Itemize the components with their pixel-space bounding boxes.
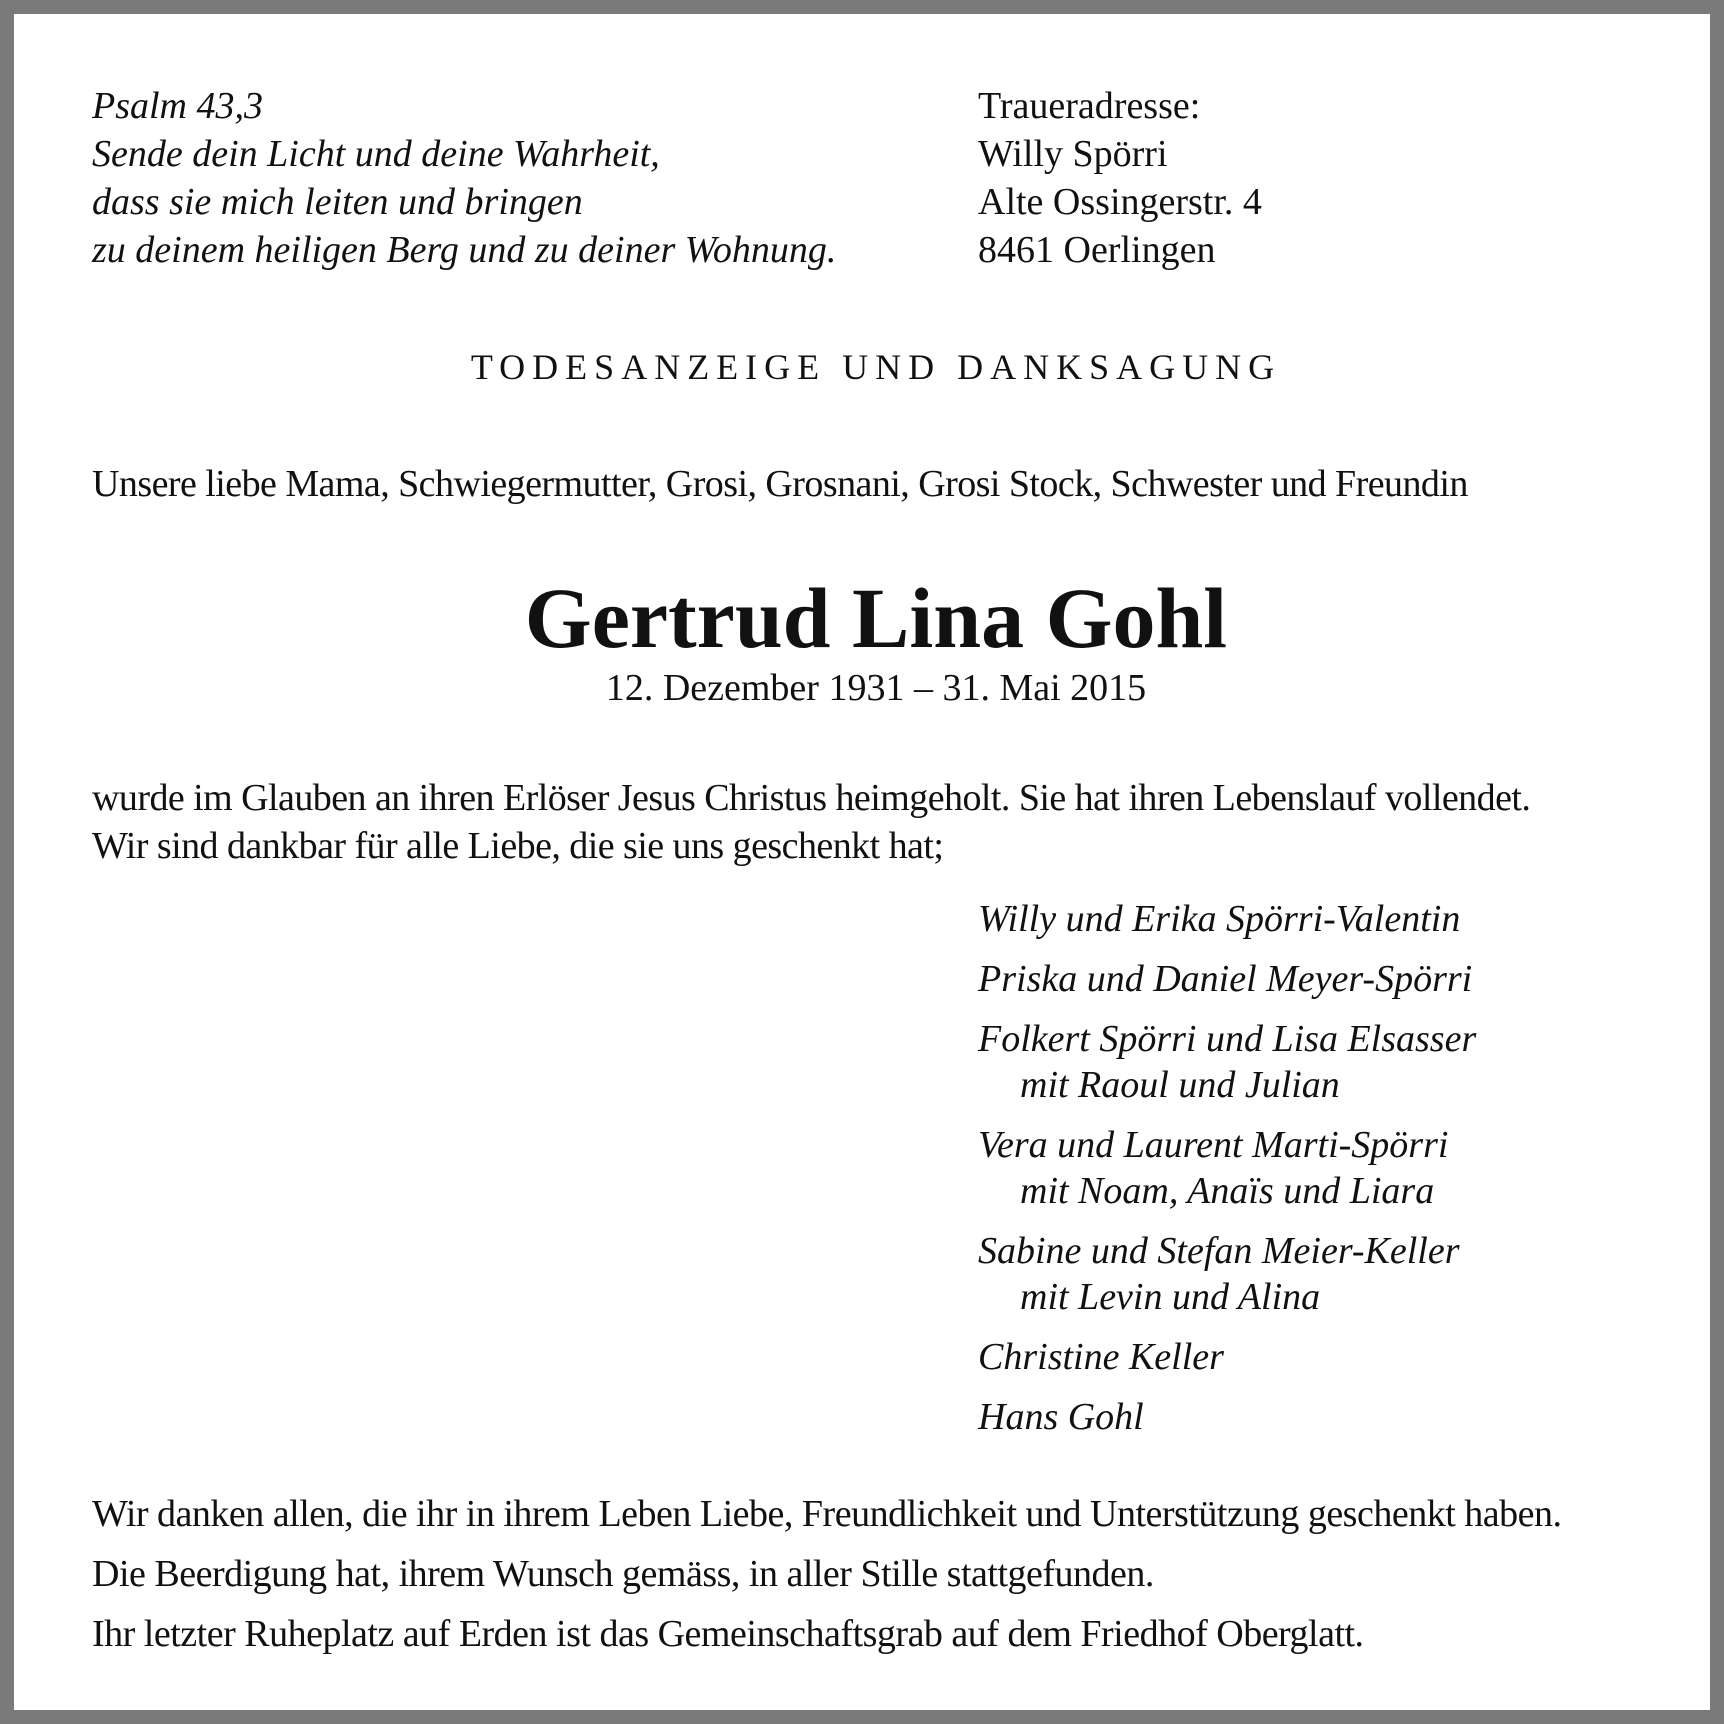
psalm-quote [92, 82, 836, 274]
closing-line: Wir danken allen, die ihr in ihrem Leben Liebe, Freundlichkeit und Unterstützung geschenkt haben. [92, 1493, 1562, 1535]
family-member-children: mit Noam, Anaïs und Liara [1020, 1170, 1435, 1212]
body-line: wurde im Glauben an ihren Erlöser Jesus Christus heimgeholt. Sie hat ihren Lebenslauf vollendet. [92, 777, 1531, 819]
notice-heading: TODESANZEIGE UND DANKSAGUNG [470, 347, 1282, 387]
family-member [978, 1228, 1476, 1320]
mourning-address [978, 82, 1262, 274]
family-member [978, 896, 1476, 942]
closing-line: Ihr letzter Ruheplatz auf Erden ist das Gemeinschaftsgrab auf dem Friedhof Oberglatt. [92, 1613, 1364, 1655]
closing-text [92, 1484, 1562, 1664]
psalm-reference: Psalm 43,3 [92, 85, 263, 127]
family-member-name: Sabine und Stefan Meier-Keller [978, 1230, 1460, 1272]
family-member-name: Vera und Laurent Marti-Spörri [978, 1124, 1449, 1166]
family-member-name: Priska und Daniel Meyer-Spörri [978, 958, 1473, 1000]
family-member-children: mit Raoul und Julian [1020, 1064, 1340, 1106]
body-text [92, 774, 1530, 870]
obituary-page [14, 14, 1710, 1710]
family-member-children: mit Levin und Alina [1020, 1276, 1321, 1318]
address-city: 8461 Oerlingen [978, 229, 1216, 271]
family-member-name: Christine Keller [978, 1336, 1224, 1378]
deceased-name: Gertrud Lina Gohl [524, 570, 1228, 666]
address-label: Traueradresse: [978, 85, 1201, 127]
family-member-name: Hans Gohl [978, 1396, 1144, 1438]
family-member [978, 1122, 1476, 1214]
psalm-line: Sende dein Licht und deine Wahrheit, [92, 133, 660, 175]
body-line: Wir sind dankbar für alle Liebe, die sie uns geschenkt hat; [92, 825, 944, 867]
psalm-line: zu deinem heiligen Berg und zu deiner Wohnung. [92, 229, 837, 271]
address-name: Willy Spörri [978, 133, 1168, 175]
closing-line: Die Beerdigung hat, ihrem Wunsch gemäss, in aller Stille stattgefunden. [92, 1553, 1154, 1595]
life-dates: 12. Dezember 1931 – 31. Mai 2015 [605, 667, 1147, 709]
family-member [978, 1016, 1476, 1108]
family-member [978, 956, 1476, 1002]
psalm-line: dass sie mich leiten und bringen [92, 181, 583, 223]
address-street: Alte Ossingerstr. 4 [978, 181, 1262, 223]
family-list [978, 896, 1476, 1454]
family-member-name: Willy und Erika Spörri-Valentin [978, 898, 1461, 940]
family-member [978, 1394, 1476, 1440]
intro-text: Unsere liebe Mama, Schwiegermutter, Grosi, Grosnani, Grosi Stock, Schwester und Freundin [92, 463, 1468, 505]
family-member [978, 1334, 1476, 1380]
family-member-name: Folkert Spörri und Lisa Elsasser [978, 1018, 1477, 1060]
